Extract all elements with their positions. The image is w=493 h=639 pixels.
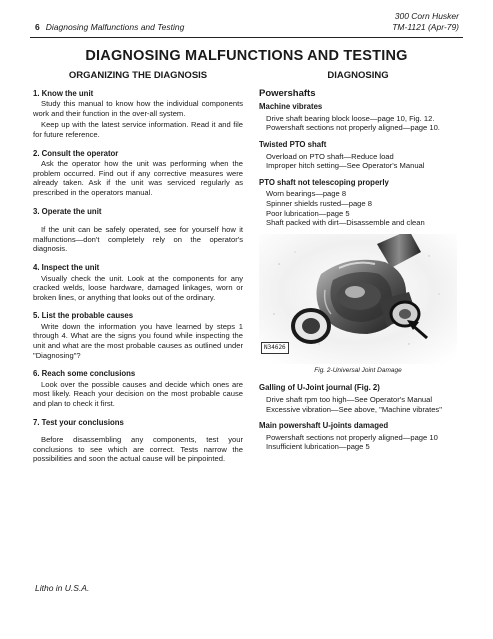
step-paragraph: Ask the operator how the unit was performing when the problem occurred. Find out if any corrective measures were already taken. Ask if the unit was serviced regularly as prescribed in the operators manual. bbox=[33, 159, 243, 197]
cause-line: Powershaft sections not properly aligned—page 10. bbox=[266, 123, 440, 133]
step-paragraph: If the unit can be safely operated, see for yourself how it malfunctions—don't completely rely on the operator's diagnosis. bbox=[33, 225, 243, 254]
left-column-heading: ORGANIZING THE DIAGNOSIS bbox=[68, 70, 208, 81]
header-section: Diagnosing Malfunctions and Testing bbox=[45, 22, 185, 32]
step-title: 4. Inspect the unit bbox=[33, 262, 100, 272]
step-paragraph: Keep up with the latest service information. Read it and file for future reference. bbox=[33, 120, 243, 139]
cause-line: Spinner shields rusted—page 8 bbox=[266, 198, 372, 208]
symptom-title: Main powershaft U-joints damaged bbox=[259, 421, 389, 431]
symptom-block bbox=[259, 421, 457, 452]
cause-line: Drive shaft rpm too high—See Operator's Manual bbox=[266, 394, 433, 404]
cause-line: Poor lubrication—page 5 bbox=[266, 208, 350, 218]
cause-line: Powershaft sections not properly aligned—page 10 bbox=[266, 432, 438, 442]
header-tm-number: TM-1121 (Apr-79) bbox=[392, 22, 459, 32]
step-section bbox=[33, 418, 243, 464]
header-left bbox=[35, 22, 184, 32]
header-rule bbox=[30, 37, 463, 38]
symptom-block bbox=[259, 102, 457, 133]
cause-line: Improper hitch setting—See Operator's Manual bbox=[266, 161, 425, 171]
right-column-heading: DIAGNOSING bbox=[327, 70, 389, 81]
right-column bbox=[259, 71, 457, 459]
step-paragraph: Visually check the unit. Look at the components for any cracked welds, loose hardware, damaged linkages, worn or broken lines, or anything that looks out of the ordinary. bbox=[33, 273, 243, 302]
cause-line: Excessive vibration—See above, "Machine vibrates" bbox=[266, 404, 442, 414]
step-title: 3. Operate the unit bbox=[33, 206, 102, 216]
step-section bbox=[33, 207, 243, 254]
figure-id: N34626 bbox=[261, 342, 289, 354]
step-title: 5. List the probable causes bbox=[33, 311, 134, 321]
step-title: 2. Consult the operator bbox=[33, 148, 119, 158]
universal-joint-photo-graphic bbox=[259, 234, 457, 364]
powershafts-heading: Powershafts bbox=[259, 87, 316, 99]
symptom-title: Twisted PTO shaft bbox=[259, 139, 327, 149]
symptom-title: PTO shaft not telescoping properly bbox=[259, 177, 389, 187]
step-paragraph: Look over the possible causes and decide which ones are most likely. Reach your decision on the most probable cause and plan to check it first. bbox=[33, 379, 243, 409]
step-section bbox=[33, 89, 243, 140]
page-number: 6 bbox=[35, 22, 40, 32]
cause-line: Shaft packed with dirt—Disassemble and clean bbox=[266, 218, 425, 228]
symptom-block bbox=[259, 383, 457, 414]
header-product: 300 Corn Husker bbox=[394, 11, 459, 21]
left-column bbox=[33, 71, 243, 473]
step-paragraph: Before disassembling any components, test your conclusions to see which are correct. Tests narrow the possibilities and soon the actual cause will be pinpointed. bbox=[33, 435, 243, 464]
symptom-title: Machine vibrates bbox=[259, 102, 323, 112]
step-title: 1. Know the unit bbox=[33, 88, 94, 98]
step-section bbox=[33, 311, 243, 360]
step-paragraph: Study this manual to know how the individual components work and their function in the over-all system. bbox=[33, 99, 243, 118]
symptom-block bbox=[259, 178, 457, 228]
symptom-block bbox=[259, 140, 457, 171]
step-paragraph: Write down the information you have learned by steps 1 through 4. What are the signs you found while inspecting the unit and what are the most probable causes as outlined under "Diagnosing"? bbox=[33, 321, 243, 360]
step-section bbox=[33, 369, 243, 408]
footer-litho: Litho in U.S.A. bbox=[35, 583, 90, 593]
universal-joint-photo bbox=[259, 234, 457, 364]
page-title: DIAGNOSING MALFUNCTIONS AND TESTING bbox=[85, 48, 408, 64]
step-title: 7. Test your conclusions bbox=[33, 417, 124, 427]
figure-caption: Fig. 2-Universal Joint Damage bbox=[314, 366, 402, 374]
cause-line: Worn bearings—page 8 bbox=[266, 189, 347, 199]
cause-line: Insufficient lubrication—page 5 bbox=[266, 442, 370, 452]
step-section bbox=[33, 263, 243, 302]
symptom-title: Galling of U-Joint journal (Fig. 2) bbox=[259, 383, 380, 393]
cause-line: Drive shaft bearing block loose—page 10, Fig. 12. bbox=[266, 113, 435, 123]
cause-line: Overload on PTO shaft—Reduce load bbox=[266, 151, 394, 161]
step-section bbox=[33, 149, 243, 198]
step-title: 6. Reach some conclusions bbox=[33, 369, 136, 379]
